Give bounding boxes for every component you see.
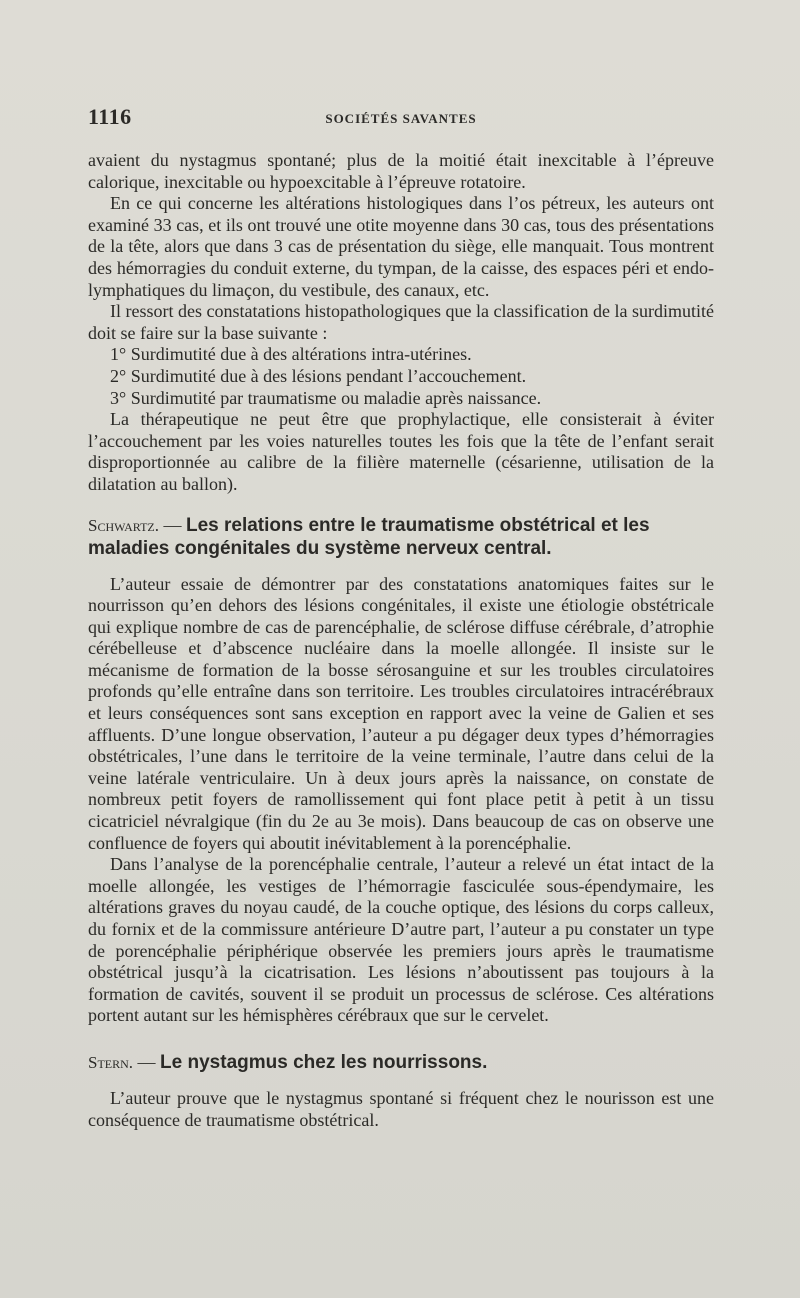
section-title: Les relations entre le traumatisme obstétrical et les maladies congénitales du système nerveux central.: [88, 514, 650, 559]
paragraph: avaient du nystagmus spontané; plus de la moitié était inexcitable à l’épreuve calorique, inexcitable ou hypoexcitable à l’épreuve rotatoire.: [88, 150, 714, 192]
section-heading: [88, 514, 714, 560]
paragraph: Il ressort des constatations histopathologiques que la classification de la surdimutité doit se faire sur la base suivante :: [88, 301, 714, 343]
list-item: 3° Surdimutité par traumatisme ou maladie après naissance.: [110, 387, 542, 408]
section-author: Stern.: [88, 1052, 134, 1072]
page-header: [88, 104, 714, 134]
page-body: [88, 150, 714, 1131]
heading-dash: —: [158, 514, 186, 535]
section-heading: [88, 1051, 714, 1074]
paragraph: La thérapeutique ne peut être que prophylactique, elle consisterait à éviter l’accouchement par les voies naturelles toutes les fois que la tête de l’enfant serait disproportionnée au calibre de la filière maternelle (césarienne, utilisation de la dilatation au ballon).: [88, 409, 714, 494]
list-item: 1° Surdimutité due à des altérations intra-utérines.: [110, 344, 472, 365]
paragraph: En ce qui concerne les altérations histologiques dans l’os pétreux, les auteurs ont examiné 33 cas, et ils ont trouvé une otite moyenne dans 30 cas, tous des présentations de la tête, alors que dans 3 cas de présentation du siège, elle manquait. Tous montrent des hémorragies du conduit externe, du tympan, de la caisse, des espaces péri et endo-lymphatiques du limaçon, du vestibule, des canaux, etc.: [88, 193, 714, 300]
section-author: Schwartz.: [88, 515, 159, 535]
paragraph: L’auteur prouve que le nystagmus spontané si fréquent chez le nourisson est une conséquence de traumatisme obstétrical.: [88, 1087, 714, 1130]
classification-list: [88, 344, 714, 409]
paragraph: L’auteur essaie de démontrer par des constatations anatomiques faites sur le nourrisson qu’en dehors des lésions congénitales, il existe une étiologie obstétricale qui explique nombre de cas de parencéphalie, de sclérose diffuse cérébrale, d’atrophie cérébelleuse et d’abscence nucléaire dans la moelle allongée. Il insiste sur le mécanisme de formation de la bosse sérosanguine et sur les troubles circulatoires profonds qu’elle entraîne dans son territoire. Les troubles circulatoires intracérébraux et leurs conséquences sont sans exception en rapport avec la veine de Galien et ses affluents. D’une longue observation, l’auteur a pu dégager deux types d’hémorragies obstétricales, l’une dans le territoire de la veine terminale, l’autre dans celui de la veine latérale ventriculaire. Un à deux jours après la naissance, on constate de nombreux petit foyers de ramollissement qui font place petit à petit à un tissu cicatriciel névralgique (fin du 2e au 3e mois). Dans beaucoup de cas on observe une confluence de foyers qui aboutit inévitablement à la porencéphalie.: [88, 573, 714, 853]
page-number: 1116: [88, 104, 132, 129]
running-head: SOCIÉTÉS SAVANTES: [325, 111, 477, 126]
paragraph: Dans l’analyse de la porencéphalie centrale, l’auteur a relevé un état intact de la moelle allongée, les vestiges de l’hémorragie fasciculée sous-épendymaire, les altérations graves du noyau caudé, de la couche optique, des lésions du corps calleux, du fornix et de la commissure antérieure D’autre part, l’auteur a pu constater un type de porencéphalie périphérique observée les premiers jours après le traumatisme obstétrical jusqu’à la cicatrisation. Les lésions n’aboutissent pas toujours à la formation de cavités, souvent il se produit un processus de sclérose. Ces altérations portent autant sur les hémisphères cérébraux que sur le cervelet.: [88, 854, 714, 1026]
list-item: 2° Surdimutité due à des lésions pendant l’accouchement.: [110, 365, 527, 386]
section-title: Le nystagmus chez les nourrissons.: [160, 1051, 488, 1073]
heading-dash: —: [133, 1051, 161, 1072]
